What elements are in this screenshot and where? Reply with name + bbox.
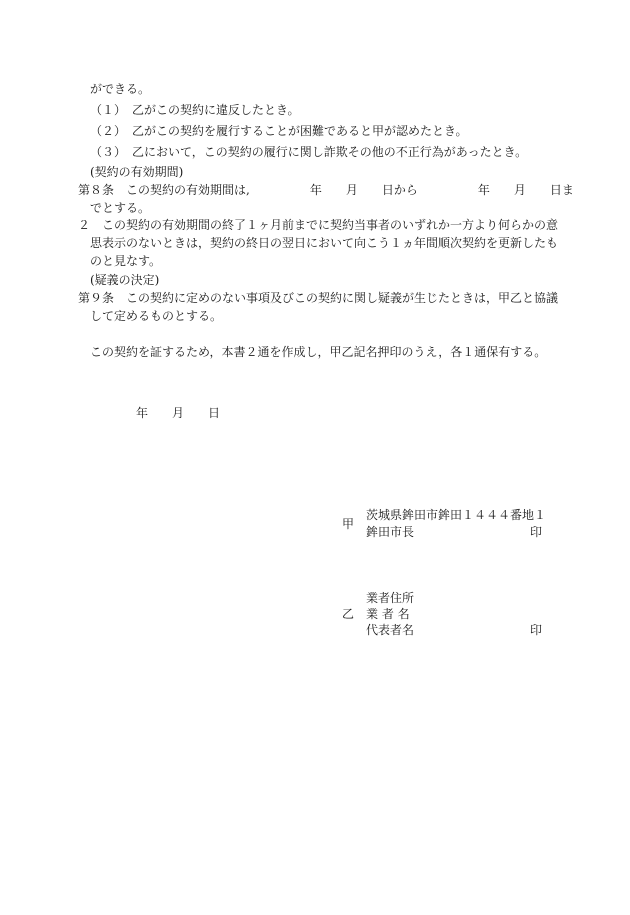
party-b-seal: 印: [530, 623, 543, 637]
article-8-heading: (契約の有効期間): [90, 165, 184, 179]
party-a-seal: 印: [530, 525, 543, 539]
article-9-heading: (疑義の決定): [90, 273, 160, 287]
article-8-para-2: ２ この契約の有効期間の終了１ヶ月前までに契約当事者のいずれか一方より何らかの意: [78, 218, 559, 232]
closing-statement: この契約を証するため，本書２通を作成し，甲乙記名押印のうえ，各１通保有する。: [90, 345, 547, 359]
party-a-label: 甲: [342, 517, 355, 531]
article-8-text-cont: でとする。: [90, 201, 151, 215]
party-a-address: 茨城県鉾田市鉾田１４４４番地１: [366, 508, 547, 522]
clause-continuation: ができる。: [90, 82, 151, 96]
article-8-para-2-cont-2: のと見なす。: [90, 254, 162, 268]
party-b-rep-label: 代表者名: [366, 623, 415, 637]
article-9-text: 第９条 この契約に定めのない事項及びこの契約に関し疑義が生じたときは，甲乙と協議: [78, 291, 559, 305]
party-b-label: 乙: [342, 607, 355, 621]
party-b-address-label: 業者住所: [366, 591, 415, 605]
signing-date: 年 月 日: [136, 406, 221, 420]
article-8-text: 第８条 この契約の有効期間は, 年 月 日から 年 月 日ま: [78, 183, 574, 197]
clause-item-3: （３） 乙において，この契約の履行に関し詐欺その他の不正行為があったとき。: [90, 145, 528, 159]
clause-item-1: （１） 乙がこの契約に違反したとき。: [90, 103, 300, 117]
article-9-text-cont: して定めるものとする。: [90, 309, 223, 323]
party-a-title: 鉾田市長: [366, 525, 415, 539]
party-b-name-label: 業 者 名: [366, 607, 410, 621]
article-8-para-2-cont-1: 思表示のないときは，契約の終日の翌日において向こう１ヵ年間順次契約を更新したも: [90, 236, 559, 250]
clause-item-2: （２） 乙がこの契約を履行することが困難であると甲が認めたとき。: [90, 124, 468, 138]
